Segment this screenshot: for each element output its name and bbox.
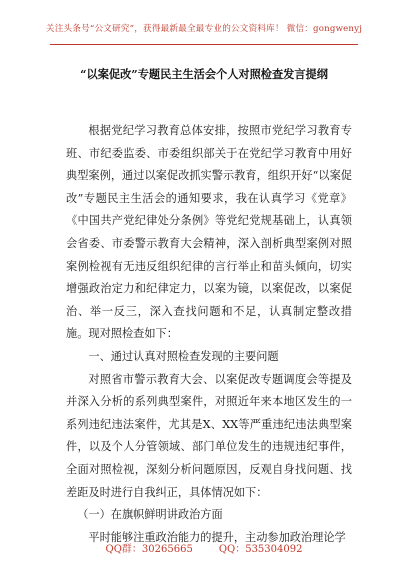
document-title: “以案促改”专题民主生活会个人对照检查发言提纲 (80, 67, 328, 81)
header-notice: 关注头条号“公文研究”，获得最新最全最专业的公文资料库！ 微信：gongwenyj (45, 24, 363, 34)
subsection-heading: （一）在旗帜鲜明讲政治方面 (77, 508, 223, 522)
section-heading: 一、通过认真对照检查发现的主要问题 (88, 349, 279, 363)
document-body (66, 120, 352, 549)
paragraph-continued: 平时能够注重政治能力的提升，主动参加政治理论学 (88, 530, 346, 544)
footer-contact (0, 540, 408, 555)
paragraph-intro: 根据党纪学习教育总体安排，按照市党纪学习教育专班、市纪委监委、市委组织部关于在党纪学习教育中用好典型案例，通过以案促改抓实警示教育，组织开好“以案促改”专题民主生活会的通知要求，我在认真学习《党章》《中国共产党纪律处分条例》等党纪党规基础上，认真领会省委、市委警示教育大会精神，深入剖析典型案例对照案例检视有无违反组织纪律的言行举止和苗头倾向，切实增强政治定力和纪律定力，以案为镜，以案促改，以案促治、举一反三，深入查找问题和不足，认真制定整改措施。现对照检查如下： (66, 124, 352, 341)
footer-qq-group: QQ群：30265665 (105, 544, 193, 555)
header-divider (50, 44, 358, 45)
paragraph-analysis: 对照省市警示教育大会、以案促改专题调度会等提及并深入分析的系列典型案件，对照近年来本地区发生的一系列违纪违法案件，尤其是X、XX等严重违纪违法典型案件，以及个人分管领域、部门单位发生的违规违纪事件，全面对照检视，深刻分析问题原因，反观自身找问题、找差距及时进行自我纠正，具体情况如下： (66, 372, 352, 499)
footer-qq: QQ：535304092 (218, 544, 303, 555)
